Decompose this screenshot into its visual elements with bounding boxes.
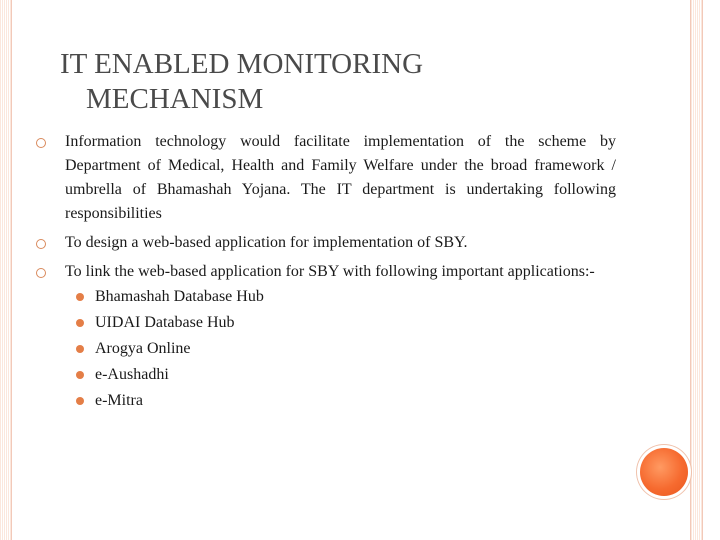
sub-bullet-text: Bhamashah Database Hub bbox=[95, 288, 264, 305]
dot-bullet-icon bbox=[76, 293, 84, 301]
circle-bullet-icon bbox=[36, 239, 46, 249]
sub-bullet-text: e-Aushadhi bbox=[95, 366, 169, 383]
right-frame-stripe bbox=[690, 0, 703, 540]
dot-bullet-icon bbox=[76, 345, 84, 353]
bullet-text: To link the web-based application for SBY with following important applications:- bbox=[65, 263, 595, 280]
bullet-item bbox=[36, 130, 616, 226]
sub-bullet-item bbox=[65, 336, 616, 362]
bullet-text: Information technology would facilitate implementation of the scheme by Department of Medical, Health and Family Welfare under the broad framework / umbrella of Bhamashah Yojana. The IT department is undertaking following responsibilities bbox=[65, 133, 616, 222]
sub-bullet-text: Arogya Online bbox=[95, 340, 191, 357]
sub-bullet-item bbox=[65, 362, 616, 388]
left-frame-stripe bbox=[0, 0, 12, 540]
slide-title bbox=[60, 47, 660, 117]
decorative-orange-circle bbox=[640, 448, 688, 496]
dot-bullet-icon bbox=[76, 319, 84, 327]
bullet-list bbox=[36, 130, 616, 414]
sub-bullet-item bbox=[65, 310, 616, 336]
title-line-1: IT ENABLED MONITORING bbox=[60, 48, 424, 81]
sub-bullet-text: e-Mitra bbox=[95, 392, 143, 409]
dot-bullet-icon bbox=[76, 397, 84, 405]
sub-bullet-item bbox=[65, 284, 616, 310]
slide-content bbox=[36, 130, 616, 417]
sub-bullet-item bbox=[65, 388, 616, 414]
bullet-text: To design a web-based application for implementation of SBY. bbox=[65, 234, 468, 251]
circle-bullet-icon bbox=[36, 268, 46, 278]
sub-bullet-text: UIDAI Database Hub bbox=[95, 314, 235, 331]
dot-bullet-icon bbox=[76, 371, 84, 379]
title-line-2: MECHANISM bbox=[86, 83, 264, 116]
bullet-item bbox=[36, 231, 616, 255]
bullet-item bbox=[36, 260, 616, 414]
sub-bullet-list bbox=[65, 284, 616, 414]
circle-bullet-icon bbox=[36, 138, 46, 148]
